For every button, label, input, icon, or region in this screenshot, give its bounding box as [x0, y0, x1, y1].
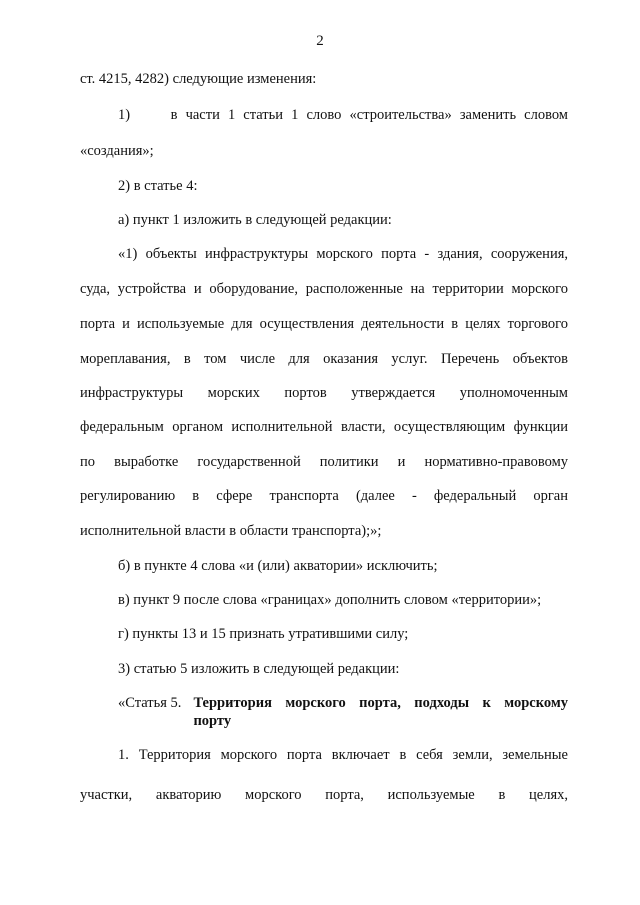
text-line: исполнительной власти в области транспорта);»;: [80, 523, 382, 539]
text-line: «создания»;: [80, 143, 154, 159]
text-line: б) в пункте 4 слова «и (или) акватории» исключить;: [118, 558, 438, 574]
text-line: 1) в части 1 статьи 1 слово «строительства» заменить словом: [118, 107, 568, 123]
text-line: а) пункт 1 изложить в следующей редакции:: [118, 212, 392, 228]
text-line: мореплавания, в том числе для оказания услуг. Перечень объектов: [80, 351, 568, 367]
text-line: суда, устройства и оборудование, расположенные на территории морского: [80, 281, 568, 297]
text-line: 1. Территория морского порта включает в себя земли, земельные: [118, 747, 568, 763]
article-title-line2: порту: [193, 713, 232, 729]
text-line: 2) в статье 4:: [118, 178, 198, 194]
page-number: 2: [316, 33, 324, 49]
article-heading: [118, 694, 568, 730]
text-line: ст. 4215, 4282) следующие изменения:: [80, 71, 317, 87]
text-line: г) пункты 13 и 15 признать утратившими силу;: [118, 626, 409, 642]
text-line: инфраструктуры морских портов утверждается уполномоченным: [80, 385, 568, 401]
article-label: «Статья 5.: [118, 695, 182, 711]
text-line: федеральным органом исполнительной власти, осуществляющим функции: [80, 419, 568, 435]
article-title: [193, 694, 568, 730]
article-title-line1: Территория морского порта, подходы к морскому: [193, 695, 568, 711]
text-line: регулированию в сфере транспорта (далее - федеральный орган: [80, 488, 568, 504]
text-line: порта и используемые для осуществления деятельности в целях торгового: [80, 316, 568, 332]
text-line: 3) статью 5 изложить в следующей редакции:: [118, 661, 400, 677]
text-line: в) пункт 9 после слова «границах» дополнить словом «территории»;: [118, 592, 542, 608]
text-line: участки, акваторию морского порта, используемые в целях,: [80, 787, 568, 803]
text-line: по выработке государственной политики и нормативно-правовому: [80, 454, 568, 470]
text-line: «1) объекты инфраструктуры морского порта - здания, сооружения,: [118, 246, 568, 262]
